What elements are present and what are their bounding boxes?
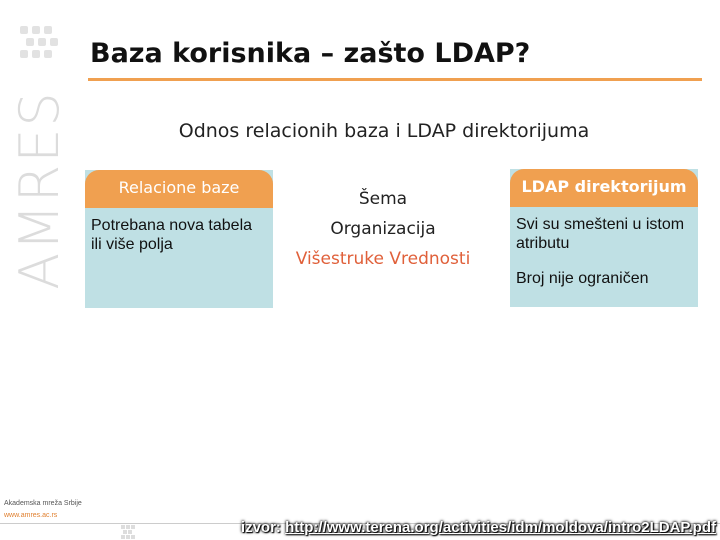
criteria-item-schema: Šema: [358, 189, 408, 209]
footer-organization: Akademska mreža Srbije: [4, 500, 82, 507]
source-label: izvor:: [240, 519, 281, 536]
footer-logo-icon: [120, 524, 136, 540]
footer-website: www.amres.ac.rs: [4, 512, 58, 519]
ldap-directory-box: [510, 169, 698, 307]
source-link[interactable]: http://www.terena.org/activities/idm/moldova/intro2LDAP.pdf: [285, 519, 716, 536]
criteria-item-organization: Organizacija: [330, 219, 436, 239]
criteria-item-multivalue: Višestruke Vrednosti: [295, 249, 471, 269]
relational-db-box: [85, 170, 273, 308]
ldap-directory-header: LDAP direktorijum: [510, 169, 698, 207]
amres-logo-icon: [16, 22, 64, 70]
title-divider: [88, 78, 702, 81]
ldap-item-same-attribute: Svi su smešteni u istom atributu: [516, 216, 685, 252]
amres-logo-wordmark: AMRES: [8, 90, 71, 290]
slide-title: Baza korisnika – zašto LDAP?: [90, 38, 531, 69]
slide-subtitle: Odnos relacionih baza i LDAP direktorijuma: [178, 120, 590, 142]
ldap-directory-body: [510, 207, 698, 288]
source-citation: [241, 519, 716, 536]
ldap-item-unlimited: Broj nije ograničen: [516, 270, 649, 287]
relational-db-body: Potrebana nova tabela ili više polja: [91, 217, 253, 253]
relational-db-header: Relacione baze: [85, 170, 273, 208]
comparison-criteria-list: [280, 184, 486, 274]
